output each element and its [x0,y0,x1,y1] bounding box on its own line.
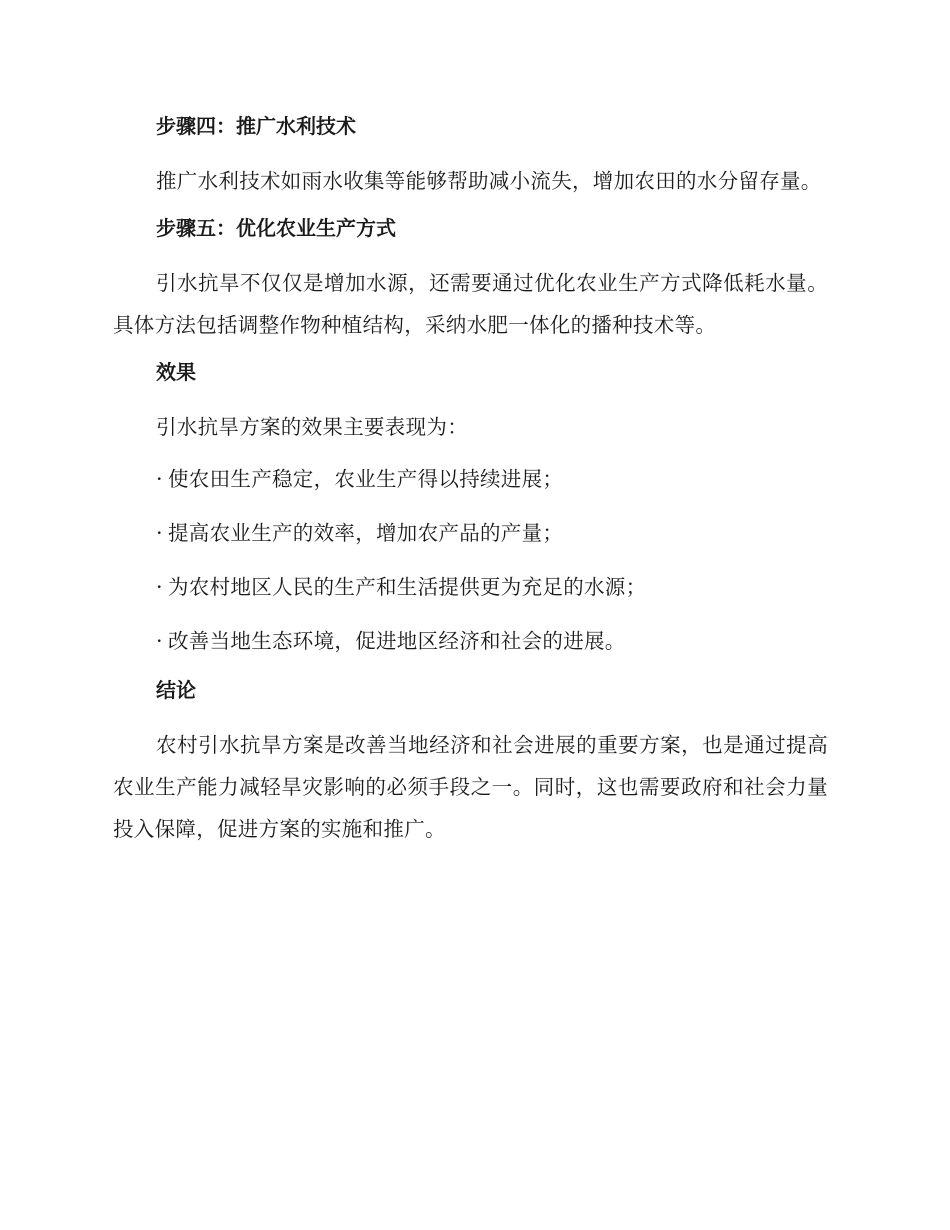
effect-bullet-item [113,458,828,500]
conclusion-heading: 结论 [156,678,196,702]
effect-bullet-item [113,566,828,608]
effect-bullet-text: 使农田生产稳定，农业生产得以持续进展； [168,467,564,491]
step4-heading: 步骤四：推广水利技术 [156,114,356,138]
effect-intro: 引水抗旱方案的效果主要表现为： [156,415,468,439]
bullet-dot-icon: · [156,575,163,599]
effect-bullet-item [113,512,828,554]
step4-paragraph: 推广水利技术如雨水收集等能够帮助减小流失，增加农田的水分留存量。 [156,169,822,193]
bullet-dot-icon: · [156,521,163,545]
bullet-dot-icon: · [156,467,163,491]
step5-paragraph: 引水抗旱不仅仅是增加水源，还需要通过优化农业生产方式降低耗水量。具体方法包括调整作物种植结构，采纳水肥一体化的播种技术等。 [113,271,828,337]
effect-heading: 效果 [156,360,196,384]
effect-bullet-text: 为农村地区人民的生产和生活提供更为充足的水源； [168,575,647,599]
effect-bullet-text: 改善当地生态环境，促进地区经济和社会的进展。 [168,629,626,653]
effect-bullet-text: 提高农业生产的效率，增加农产品的产量； [168,521,564,545]
bullet-dot-icon: · [156,629,163,653]
step5-heading: 步骤五：优化农业生产方式 [156,216,396,240]
effect-bullet-item [113,620,828,662]
conclusion-paragraph: 农村引水抗旱方案是改善当地经济和社会进展的重要方案，也是通过提高农业生产能力减轻旱灾影响的必须手段之一。同时，这也需要政府和社会力量投入保障，促进方案的实施和推广。 [113,733,828,841]
